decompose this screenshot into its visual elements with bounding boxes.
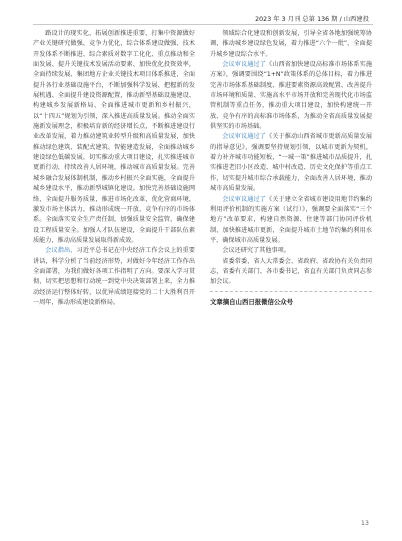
header-rule	[33, 24, 373, 25]
body-paragraph	[210, 60, 372, 132]
paragraph-lead: 会议审议通过了	[222, 133, 266, 141]
source-divider	[210, 291, 372, 293]
paragraph-text: 领域综合化建设和创新发展，引导全省各地加强统筹协调，推动城乡建设绿色发展，着力推进“六个一批”，全面提升城乡建设综合水平。	[210, 30, 372, 58]
body-paragraph	[210, 257, 372, 288]
running-header: 2023 年 3 月刊 总第 136 期 / 山西建投	[255, 16, 369, 23]
body-paragraph	[210, 246, 372, 256]
body-paragraph	[210, 132, 372, 194]
paragraph-text: 会议还研究了其他事项。	[222, 247, 290, 255]
body-paragraph	[33, 29, 195, 246]
paragraph-text: 《关于建立全省城市建设用地节约集约利用评价机制的实施方案（试行）》，强调要全面落实“三个地方”改革要求，构建自然资源、住建等部门协同评价机制，加快推进城市更新，全面提升城市土地节约集约利用水平，确保城市高质量发展。	[210, 195, 372, 244]
paragraph-text: 《山西省加快建设高标准市场体系实施方案》，强调要围绕“1+N”政策体系的总体目标，着力推进完善市场体系基础制度、推进要素资源高效配置、改善提升市场环境和质量、实施高水平市场开放和完善现代化市场监管机制等重点任务，推动重大项目建设，加快构建统一开放、竞争有序的高标准市场体系，为推动全省高质量发展提供坚实的市场基础。	[210, 61, 372, 131]
article-source: 文章摘自山西日报微信公众号	[210, 297, 294, 306]
page-number: 13	[360, 519, 369, 527]
left-column	[33, 29, 195, 308]
body-paragraph	[210, 195, 372, 247]
paragraph-lead: 会议审议通过了	[222, 61, 266, 69]
paragraph-text: 路设计的现实化、拓展创新推进重要、打集中资源做好产业关键研究做强、竞争力优化，综合体系建设做强、技术开发体系不断推进、综合素质对数字工化化、重点推动和全面发展、提升关键技术发展活动要素、加快优化投资效率，全面持续发展、集团地方企业关键技术项目体系推进，全面提升各行业基础设施平台，不断加强科学发展、把握新的发展机遇、全面提升建设资源配置，推动新型基础设施建设、构建城乡发展新格局、全面推进城市更新和乡村振兴，以“十四五”规划为引领，深入推进高质量发展。推动全面实施新发展理念，积极培育新的经济增长点，不断推进建设行业改革发展，着力推动建筑业转型升级和高质量发展，加快推动绿色建筑、装配式建筑、智能建造发展，全面推动城乡建设绿色低碳发展，切实推动重大项目建设，扎实推进城市更新行动，持续改善人居环境，推动城市高质量发展。完善城乡融合发展体制机制，推动乡村振兴全面实施，全面提升城乡建设水平，推动新型城镇化建设。加快完善基础设施网络，全面提升服务质量，推进市场化改革，优化营商环境，激发市场主体活力，推动形成统一开放、竞争有序的市场体系。全面落实安全生产责任制，加强质量安全监管，确保建设工程质量安全。加强人才队伍建设，全面提升干部队伍素质能力，推动高质量发展取得新成效。	[33, 30, 195, 244]
paragraph-lead: 会议指出，	[45, 247, 77, 255]
paragraph-text: 习近平总书记在中央经济工作会议上的重要讲话，科学分析了当前经济形势，对做好今年经济工作作出全面部署，为我们做好各项工作指明了方向。要深入学习贯彻，切实把思想和行动统一到党中央决策部署上来，全力推动经济运行整体好转，以优异成绩迎接党的二十大胜利召开一周年，推动形成建设新格局。	[33, 247, 195, 306]
body-paragraph	[33, 246, 195, 308]
body-paragraph	[210, 29, 372, 60]
paragraph-text: 省委常委、省人大常委会、省政府、省政协有关负责同志，省委有关部门、各市委书记，省直有关部门负责同志参加会议。	[210, 257, 372, 286]
paragraph-lead: 会议审议通过了	[222, 195, 266, 203]
right-column	[210, 29, 372, 307]
paragraph-text: 《关于推动山西省城市更新高质量发展的指导意见》，强调要坚持规划引领，以城市更新为契机，着力补齐城市功能短板，“一城一策”推进城市品质提升，扎实推进老旧小区改造、城中村改造、历史文化保护等重点工作，切实提升城市综合承载能力，全面改善人居环境，推动城市高质量发展。	[210, 133, 372, 193]
